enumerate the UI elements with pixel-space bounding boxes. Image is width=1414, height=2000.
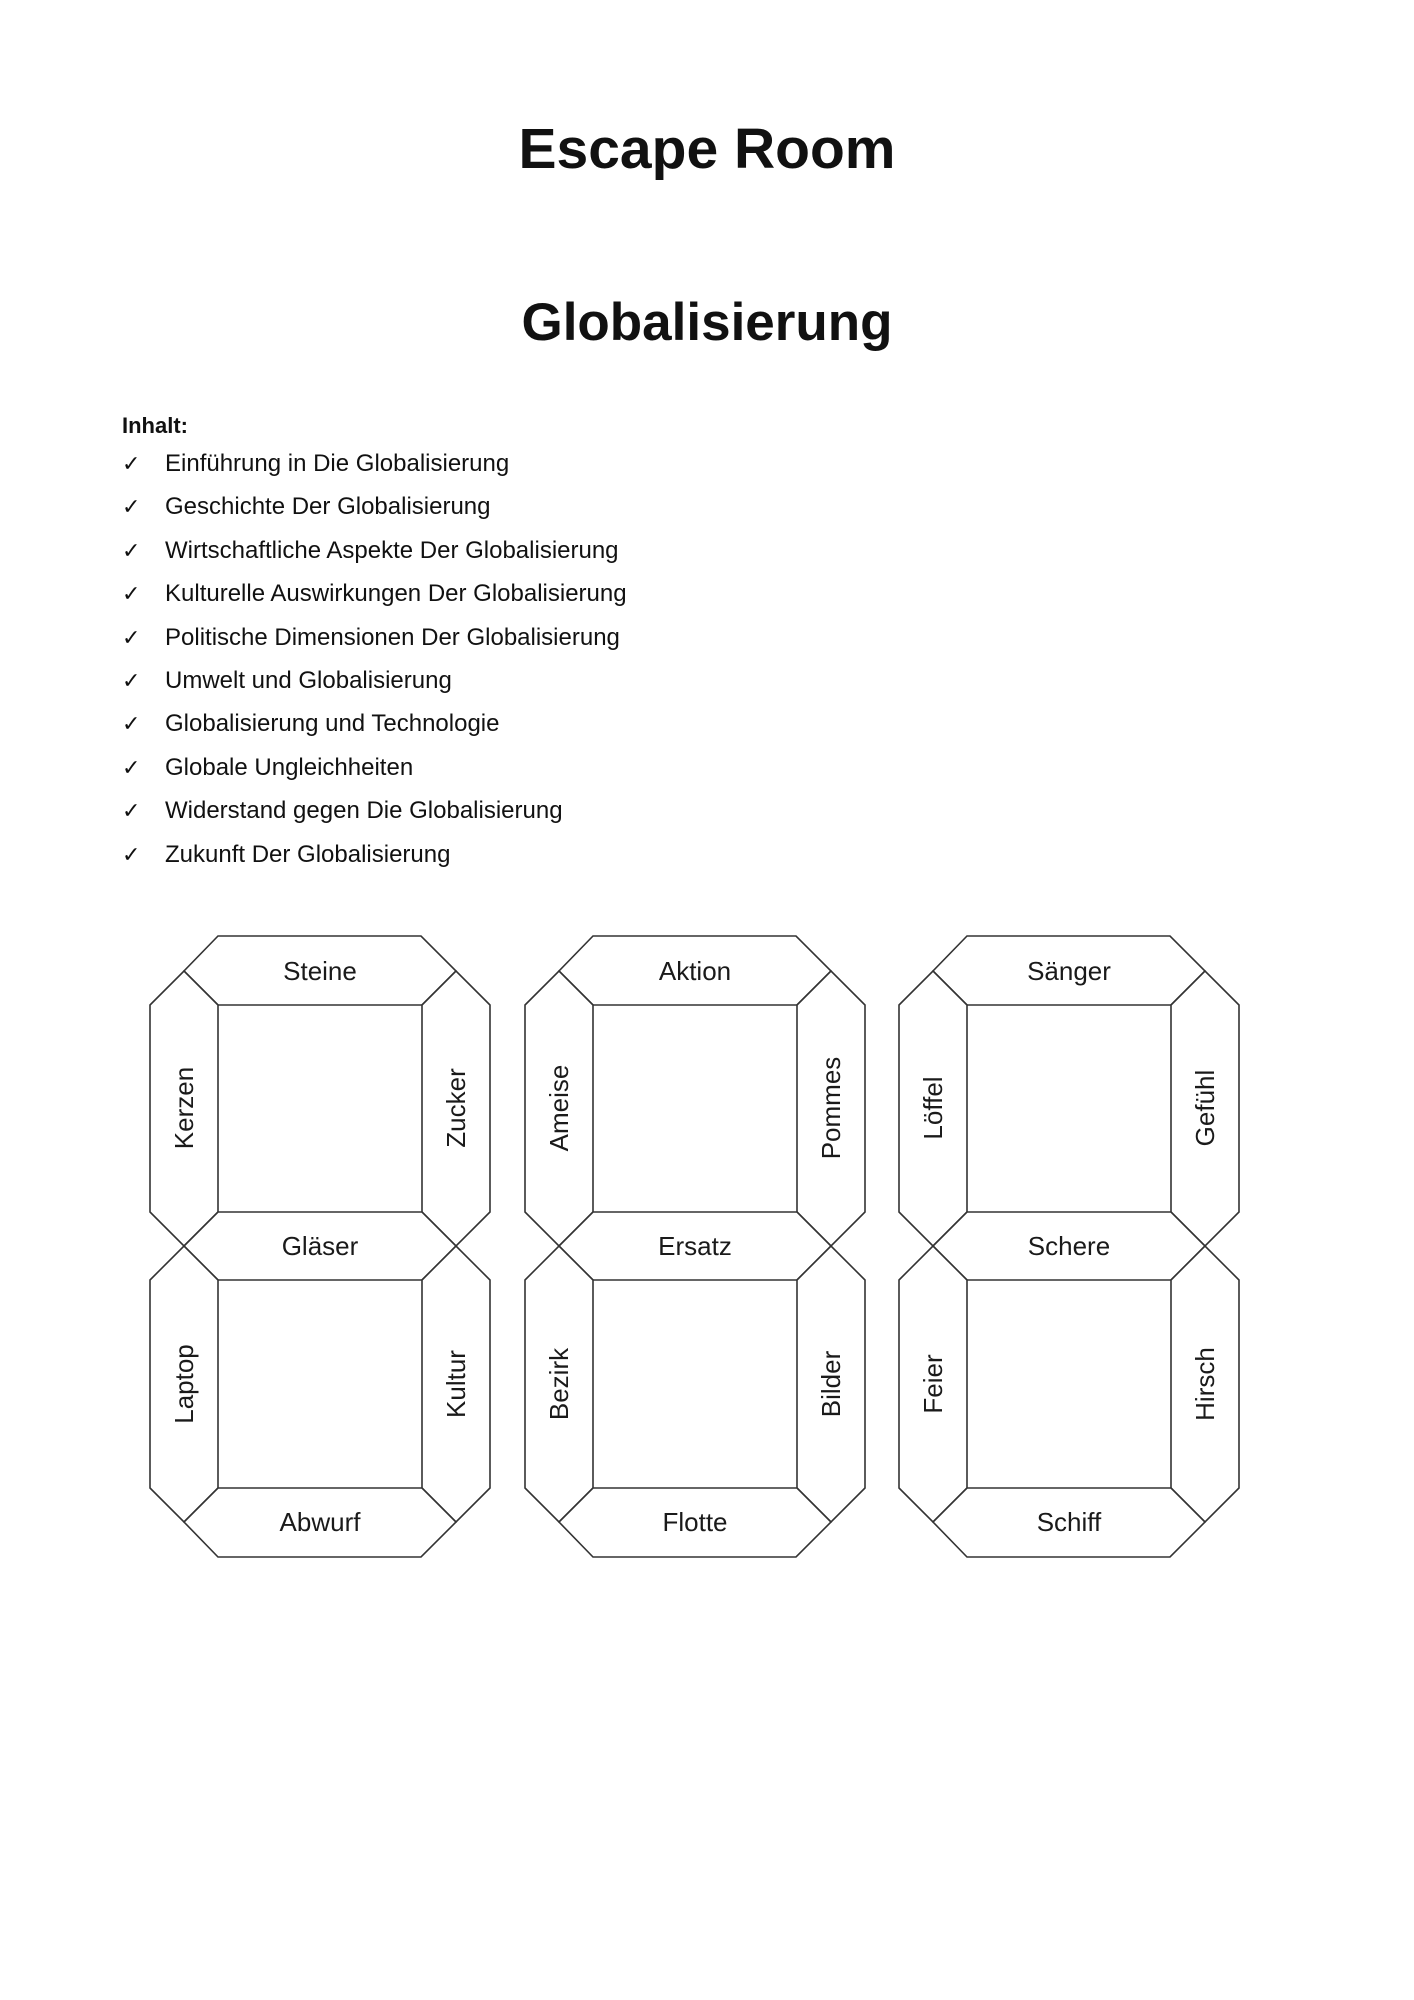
checkmark-icon: ✓ bbox=[122, 537, 141, 563]
segment-bottom-right-label: Kultur bbox=[441, 1350, 471, 1418]
segment-middle-label: Gläser bbox=[281, 1231, 359, 1261]
checkmark-icon: ✓ bbox=[122, 581, 141, 607]
segment-top-right-label: Pommes bbox=[816, 1056, 846, 1160]
page-title: Escape Room bbox=[518, 117, 896, 181]
contents-item-text: Globale Ungleichheiten bbox=[165, 753, 414, 781]
contents-item-text: Globalisierung und Technologie bbox=[165, 710, 500, 738]
contents-label: Inhalt: bbox=[122, 413, 188, 438]
segment-top-left-label: Ameise bbox=[544, 1064, 574, 1152]
contents-item-text: Politische Dimensionen Der Globalisierung bbox=[165, 623, 620, 651]
segment-bottom-left-label: Laptop bbox=[169, 1344, 199, 1424]
contents-item-text: Zukunft Der Globalisierung bbox=[165, 840, 451, 868]
segment-top-label: Sänger bbox=[1027, 956, 1111, 986]
segment-top-right-label: Zucker bbox=[441, 1068, 471, 1148]
segment-top-label: Aktion bbox=[658, 956, 732, 986]
segment-top-left-label: Löffel bbox=[918, 1076, 948, 1140]
checkmark-icon: ✓ bbox=[122, 798, 141, 824]
checkmark-icon: ✓ bbox=[122, 667, 141, 693]
digit-2 bbox=[525, 936, 865, 1557]
segment-bottom-right-label: Hirsch bbox=[1190, 1347, 1220, 1421]
checkmark-icon: ✓ bbox=[122, 494, 141, 520]
digit-1 bbox=[150, 936, 490, 1557]
checkmark-icon: ✓ bbox=[122, 624, 141, 650]
contents-item-text: Umwelt und Globalisierung bbox=[165, 666, 452, 694]
segment-top-right-label: Gefühl bbox=[1190, 1069, 1220, 1147]
segment-bottom-left-label: Bezirk bbox=[544, 1347, 574, 1421]
contents-item-text: Geschichte Der Globalisierung bbox=[165, 493, 491, 521]
contents-item-text: Einführung in Die Globalisierung bbox=[165, 450, 510, 477]
segment-middle-label: Schere bbox=[1027, 1231, 1111, 1261]
segment-bottom-label: Abwurf bbox=[279, 1507, 361, 1537]
segment-bottom-label: Schiff bbox=[1036, 1507, 1102, 1537]
contents-item-text: Kulturelle Auswirkungen Der Globalisierung bbox=[165, 580, 627, 608]
segment-top-left-label: Kerzen bbox=[169, 1066, 199, 1150]
segment-bottom-left-label: Feier bbox=[918, 1354, 948, 1414]
segment-middle-label: Ersatz bbox=[658, 1231, 732, 1261]
segment-bottom-label: Flotte bbox=[662, 1507, 728, 1537]
checkmark-icon: ✓ bbox=[122, 711, 141, 737]
contents-item-text: Wirtschaftliche Aspekte Der Globalisierung bbox=[165, 536, 619, 564]
contents-item-text: Widerstand gegen Die Globalisierung bbox=[165, 797, 563, 825]
checkmark-icon: ✓ bbox=[122, 841, 141, 867]
digit-3 bbox=[899, 936, 1239, 1557]
checkmark-icon: ✓ bbox=[122, 451, 141, 476]
segment-bottom-right-label: Bilder bbox=[816, 1350, 846, 1418]
page-subtitle: Globalisierung bbox=[521, 293, 893, 352]
checkmark-icon: ✓ bbox=[122, 754, 141, 780]
segment-top-label: Steine bbox=[283, 956, 357, 986]
